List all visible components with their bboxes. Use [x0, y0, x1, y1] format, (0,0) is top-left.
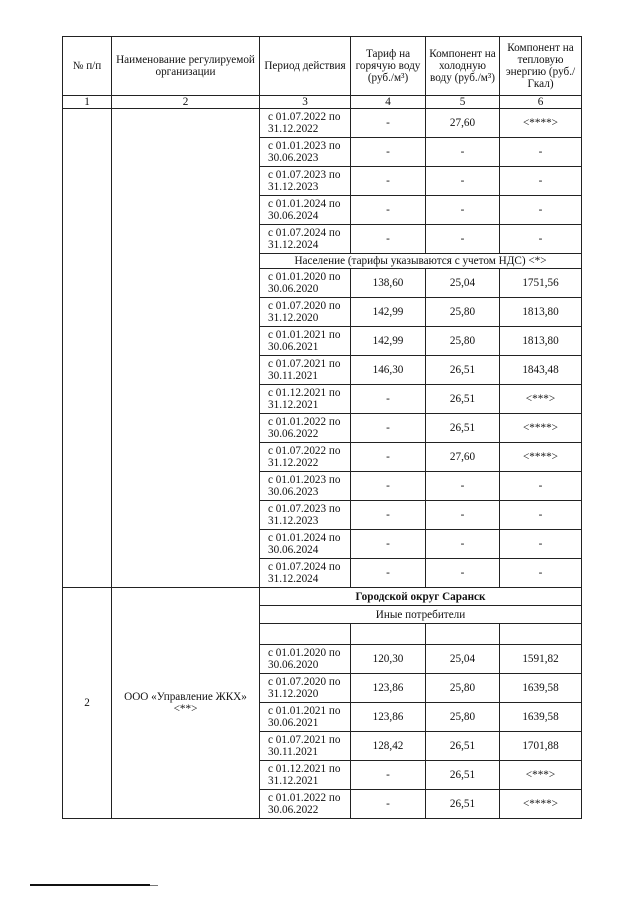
hot-water-tariff-cell: 142,99 — [351, 298, 426, 327]
period-cell: с 01.01.2024 по 30.06.2024 — [260, 196, 351, 225]
heat-component-cell: 1591,82 — [500, 645, 582, 674]
period-cell: с 01.07.2021 по 30.11.2021 — [260, 356, 351, 385]
period-cell: с 01.07.2023 по 31.12.2023 — [260, 501, 351, 530]
heat-component-cell: 1701,88 — [500, 732, 582, 761]
heat-component-cell: - — [500, 501, 582, 530]
org2-name-cell: ООО «Управление ЖКХ» <**> — [112, 588, 260, 819]
heat-component-cell: <****> — [500, 414, 582, 443]
period-cell: с 01.07.2024 по 31.12.2024 — [260, 225, 351, 254]
cold-water-component-cell: - — [426, 472, 500, 501]
cold-water-component-cell: - — [426, 501, 500, 530]
period-cell: с 01.01.2024 по 30.06.2024 — [260, 530, 351, 559]
cold-water-component-cell: - — [426, 530, 500, 559]
hot-water-tariff-cell: - — [351, 559, 426, 588]
hot-water-tariff-cell: 142,99 — [351, 327, 426, 356]
hot-water-tariff-cell: - — [351, 167, 426, 196]
period-cell: с 01.12.2021 по 31.12.2021 — [260, 761, 351, 790]
cold-water-component-cell: 25,80 — [426, 327, 500, 356]
heat-component-cell: <****> — [500, 790, 582, 819]
column-number: 2 — [112, 96, 260, 109]
column-number: 1 — [63, 96, 112, 109]
hot-water-tariff-cell: - — [351, 501, 426, 530]
heat-component-cell: - — [500, 196, 582, 225]
org2-number-cell: 2 — [63, 588, 112, 819]
heat-component-cell: <****> — [500, 109, 582, 138]
heat-component-cell: - — [500, 530, 582, 559]
period-cell: с 01.07.2020 по 31.12.2020 — [260, 298, 351, 327]
period-cell: с 01.07.2023 по 31.12.2023 — [260, 167, 351, 196]
cold-water-component-cell: - — [426, 559, 500, 588]
period-cell: с 01.01.2023 по 30.06.2023 — [260, 472, 351, 501]
blank-cell — [426, 624, 500, 645]
header-number: № п/п — [63, 37, 112, 96]
cold-water-component-cell: 25,04 — [426, 645, 500, 674]
hot-water-tariff-cell: 138,60 — [351, 269, 426, 298]
period-cell: с 01.01.2020 по 30.06.2020 — [260, 269, 351, 298]
blank-cell — [351, 624, 426, 645]
hot-water-tariff-cell: - — [351, 530, 426, 559]
heat-component-cell: 1751,56 — [500, 269, 582, 298]
heat-component-cell: <***> — [500, 385, 582, 414]
cold-water-component-cell: - — [426, 225, 500, 254]
column-number: 5 — [426, 96, 500, 109]
blank-cell — [500, 624, 582, 645]
district-heading: Городской округ Саранск — [260, 588, 582, 606]
hot-water-tariff-cell: - — [351, 109, 426, 138]
cold-water-component-cell: 26,51 — [426, 356, 500, 385]
hot-water-tariff-cell: 123,86 — [351, 674, 426, 703]
period-cell: с 01.07.2024 по 31.12.2024 — [260, 559, 351, 588]
heat-component-cell: 1639,58 — [500, 674, 582, 703]
period-cell: с 01.01.2023 по 30.06.2023 — [260, 138, 351, 167]
footnote-separator-tail — [150, 885, 158, 886]
hot-water-tariff-cell: - — [351, 414, 426, 443]
cold-water-component-cell: - — [426, 167, 500, 196]
period-cell: с 01.01.2021 по 30.06.2021 — [260, 327, 351, 356]
column-numbers-row — [63, 96, 582, 109]
header-heat-component: Компонент на тепловую энергию (руб./Гкал) — [500, 37, 582, 96]
column-number: 3 — [260, 96, 351, 109]
heat-component-cell: <***> — [500, 761, 582, 790]
population-heading: Население (тарифы указываются с учетом НДС) <*> — [260, 254, 582, 269]
hot-water-tariff-cell: - — [351, 443, 426, 472]
hot-water-tariff-cell: - — [351, 472, 426, 501]
hot-water-tariff-cell: - — [351, 761, 426, 790]
cold-water-component-cell: 26,51 — [426, 732, 500, 761]
heat-component-cell: <****> — [500, 443, 582, 472]
heat-component-cell: 1813,80 — [500, 298, 582, 327]
period-cell: с 01.12.2021 по 31.12.2021 — [260, 385, 351, 414]
tariff-row — [63, 109, 582, 138]
hot-water-tariff-cell: 120,30 — [351, 645, 426, 674]
hot-water-tariff-cell: 146,30 — [351, 356, 426, 385]
hot-water-tariff-cell: - — [351, 385, 426, 414]
hot-water-tariff-cell: - — [351, 138, 426, 167]
cold-water-component-cell: 26,51 — [426, 414, 500, 443]
header-organization: Наименование регулируемой организации — [112, 37, 260, 96]
column-number: 6 — [500, 96, 582, 109]
org1-number-cell — [63, 109, 112, 588]
org1-name-cell — [112, 109, 260, 588]
period-cell: с 01.07.2022 по 31.12.2022 — [260, 109, 351, 138]
cold-water-component-cell: 25,04 — [426, 269, 500, 298]
tariff-table — [62, 36, 582, 819]
hot-water-tariff-cell: - — [351, 790, 426, 819]
hot-water-tariff-cell: - — [351, 196, 426, 225]
cold-water-component-cell: - — [426, 196, 500, 225]
cold-water-component-cell: 25,80 — [426, 674, 500, 703]
header-cold-water-component: Компонент на холодную воду (руб./м³) — [426, 37, 500, 96]
cold-water-component-cell: - — [426, 138, 500, 167]
heat-component-cell: 1813,80 — [500, 327, 582, 356]
period-cell: с 01.07.2020 по 31.12.2020 — [260, 674, 351, 703]
header-period: Период действия — [260, 37, 351, 96]
district-row — [63, 588, 582, 606]
column-number: 4 — [351, 96, 426, 109]
blank-cell — [260, 624, 351, 645]
tariff-table-body — [63, 37, 582, 819]
heat-component-cell: - — [500, 225, 582, 254]
hot-water-tariff-cell: 123,86 — [351, 703, 426, 732]
period-cell: с 01.07.2022 по 31.12.2022 — [260, 443, 351, 472]
period-cell: с 01.01.2022 по 30.06.2022 — [260, 790, 351, 819]
hot-water-tariff-cell: - — [351, 225, 426, 254]
heat-component-cell: - — [500, 167, 582, 196]
footnote-separator-line — [30, 884, 150, 886]
period-cell: с 01.01.2022 по 30.06.2022 — [260, 414, 351, 443]
header-row — [63, 37, 582, 96]
heat-component-cell: - — [500, 559, 582, 588]
header-hot-water-tariff: Тариф на горячую воду (руб./м³) — [351, 37, 426, 96]
cold-water-component-cell: 27,60 — [426, 443, 500, 472]
heat-component-cell: - — [500, 472, 582, 501]
heat-component-cell: - — [500, 138, 582, 167]
period-cell: с 01.01.2020 по 30.06.2020 — [260, 645, 351, 674]
cold-water-component-cell: 26,51 — [426, 790, 500, 819]
cold-water-component-cell: 26,51 — [426, 385, 500, 414]
cold-water-component-cell: 27,60 — [426, 109, 500, 138]
consumers-heading: Иные потребители — [260, 606, 582, 624]
heat-component-cell: 1843,48 — [500, 356, 582, 385]
period-cell: с 01.01.2021 по 30.06.2021 — [260, 703, 351, 732]
hot-water-tariff-cell: 128,42 — [351, 732, 426, 761]
cold-water-component-cell: 25,80 — [426, 298, 500, 327]
period-cell: с 01.07.2021 по 30.11.2021 — [260, 732, 351, 761]
cold-water-component-cell: 25,80 — [426, 703, 500, 732]
heat-component-cell: 1639,58 — [500, 703, 582, 732]
cold-water-component-cell: 26,51 — [426, 761, 500, 790]
